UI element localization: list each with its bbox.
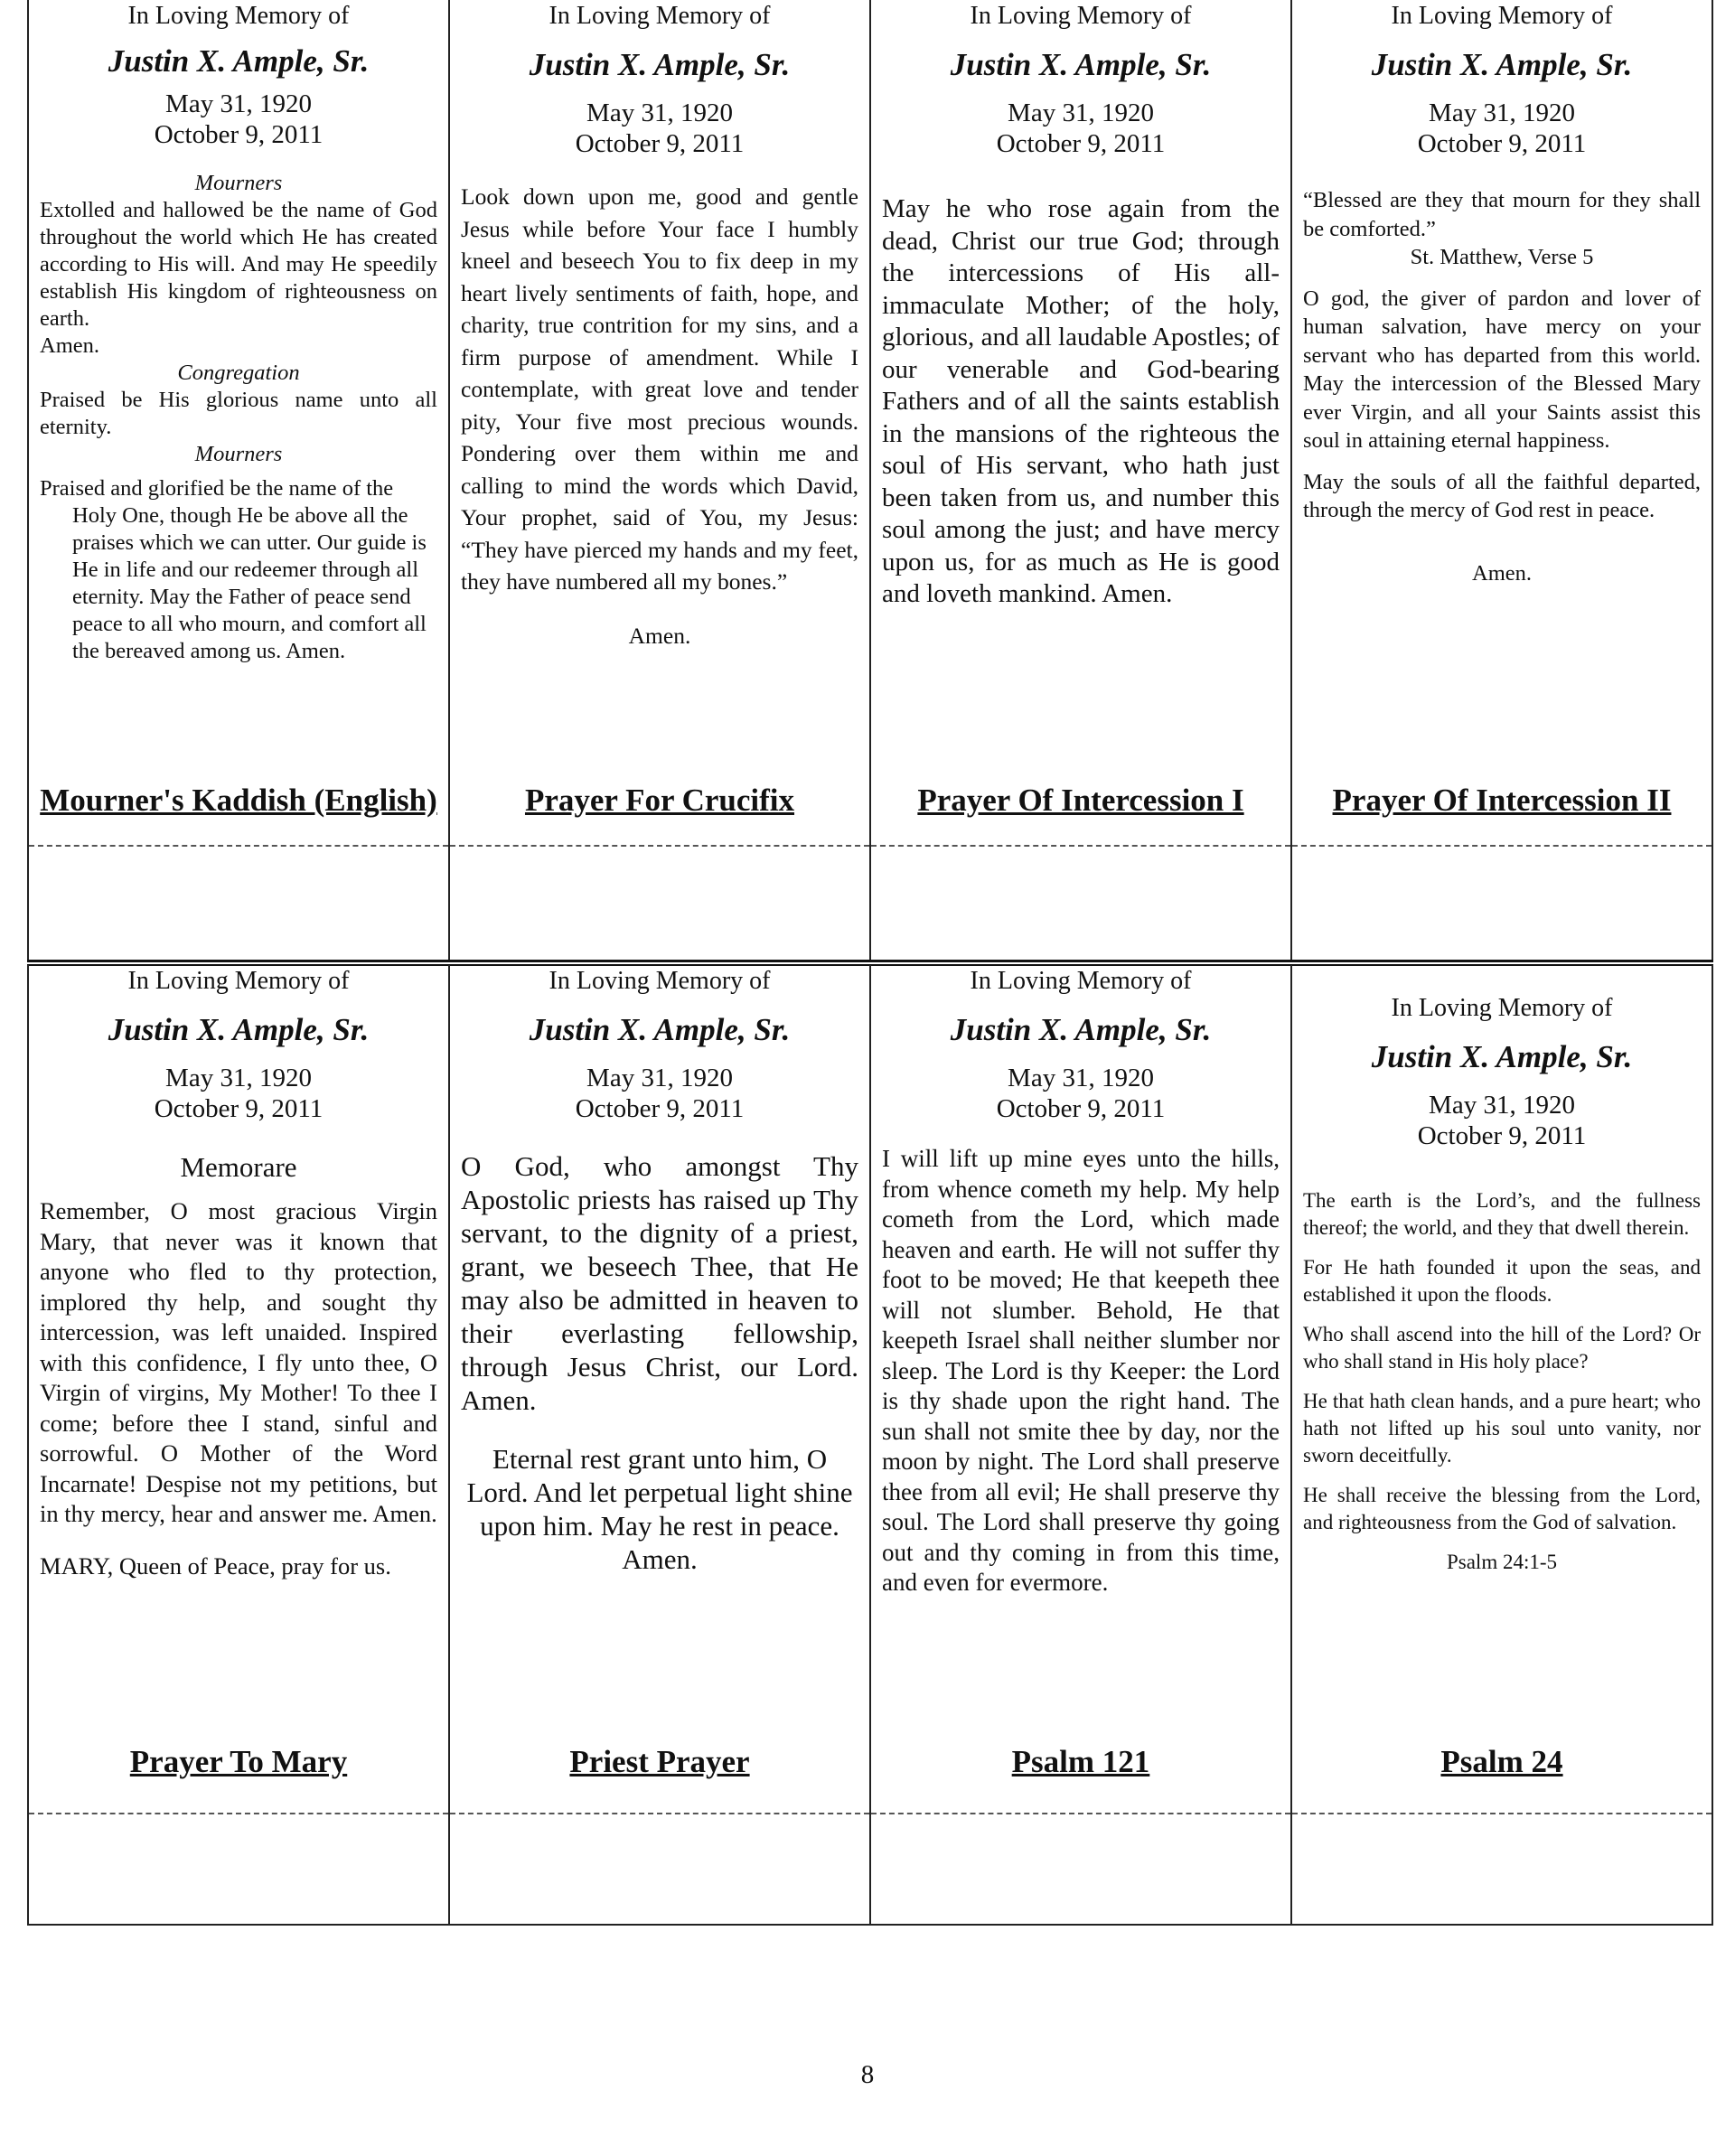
top-card-sheet <box>27 0 1713 960</box>
dates <box>1303 1090 1701 1151</box>
card-blank-area <box>1292 845 1712 960</box>
prayer-text <box>40 1196 437 1581</box>
dates <box>882 98 1280 159</box>
card-title: Prayer Of Intercession I <box>917 783 1244 818</box>
card-blank-area <box>29 1813 448 1924</box>
card-prayer-of-intercession-2 <box>1290 0 1712 960</box>
verse: Who shall ascend into the hill of the Lord? Or who shall stand in His holy place? <box>1303 1323 1701 1373</box>
memory-line: In Loving Memory of <box>127 967 350 995</box>
role-label: Mourners <box>194 171 283 195</box>
citation: Psalm 24:1-5 <box>1446 1551 1558 1573</box>
card-header <box>1303 2 1701 159</box>
birth-date: May 31, 1920 <box>1429 1091 1575 1120</box>
amen-line: Amen. <box>40 333 99 358</box>
card-header <box>40 967 437 1124</box>
death-date: October 9, 2011 <box>1417 129 1587 158</box>
verse: He that hath clean hands, and a pure heart; who hath not lifted up his soul unto vanity, nor sworn deceitfully. <box>1303 1390 1701 1467</box>
page-number: 8 <box>860 2060 875 2089</box>
role-label: Mourners <box>194 442 283 466</box>
card-blank-area <box>29 845 448 960</box>
birth-date: May 31, 1920 <box>586 1064 733 1092</box>
card-blank-area <box>871 1813 1290 1924</box>
quote: “Blessed are they that mourn for they shall be comforted.” <box>1303 188 1701 241</box>
death-date: October 9, 2011 <box>154 120 324 149</box>
paragraph: Praised be His glorious name unto all eternity. <box>40 388 437 439</box>
prayer-text-2: Eternal rest grant unto him, O Lord. And let perpetual light shine upon him. May he rest in peace. Amen. <box>466 1443 853 1575</box>
birth-date: May 31, 1920 <box>1008 1064 1154 1092</box>
card-blank-area <box>871 845 1290 960</box>
amen-line: Amen. <box>628 622 691 649</box>
birth-date: May 31, 1920 <box>1429 98 1575 127</box>
card-prayer-to-mary <box>29 965 448 1924</box>
memory-line: In Loving Memory of <box>1391 994 1613 1022</box>
card-title: Mourner's Kaddish (English) <box>40 783 437 818</box>
deceased-name: Justin X. Ample, Sr. <box>529 1012 791 1047</box>
card-title: Prayer To Mary <box>129 1744 348 1779</box>
role-label: Congregation <box>177 361 300 385</box>
paragraph: O god, the giver of pardon and lover of human salvation, have mercy on your servant who has departed from this world. May the intercession of the Blessed Mary ever Virgin, and all your Saints assist this soul in attaining eternal happiness. <box>1303 286 1701 453</box>
card-header <box>461 967 858 1124</box>
death-date: October 9, 2011 <box>575 1094 745 1123</box>
card-prayer-of-intercession-1 <box>869 0 1290 960</box>
paragraph: May the souls of all the faithful departed, through the mercy of God rest in peace. <box>1303 469 1701 522</box>
card-header <box>40 2 437 150</box>
deceased-name: Justin X. Ample, Sr. <box>950 1012 1212 1047</box>
memory-line: In Loving Memory of <box>1391 2 1613 30</box>
card-header <box>882 2 1280 159</box>
prayer-text: O God, who amongst Thy Apostolic priests has raised up Thy servant, to the dignity of a priest, grant, we beseech Thee, that He may also be admitted in heaven to their everlasting fellowship, through Jesus Christ, our Lord. Amen. <box>461 1150 858 1416</box>
prayer-text <box>1303 186 1701 587</box>
prayer-text <box>40 170 437 665</box>
memory-line: In Loving Memory of <box>970 967 1192 995</box>
card-blank-area <box>450 1813 869 1924</box>
card-priest-prayer <box>448 965 869 1924</box>
card-title: Prayer For Crucifix <box>524 783 795 818</box>
card-title: Psalm 121 <box>1011 1744 1150 1779</box>
prayer-text <box>1303 1187 1701 1576</box>
card-header <box>1303 965 1701 1151</box>
card-title: Priest Prayer <box>569 1744 750 1779</box>
dates <box>40 89 437 150</box>
dates <box>40 1063 437 1124</box>
paragraph: Praised and glorified be the name of the Holy One, though He be above all the praises which we can utter. Our guide is He in life and our redeemer through all eternity. May the Father of peace send peace to all who mourn, and comfort all the bereaved among us. Amen. <box>40 476 427 663</box>
birth-date: May 31, 1920 <box>1008 98 1154 127</box>
card-blank-area <box>450 845 869 960</box>
deceased-name: Justin X. Ample, Sr. <box>108 1012 370 1047</box>
birth-date: May 31, 1920 <box>165 1064 312 1092</box>
deceased-name: Justin X. Ample, Sr. <box>1371 47 1633 82</box>
card-psalm-121 <box>869 965 1290 1924</box>
citation: St. Matthew, Verse 5 <box>1410 245 1594 269</box>
deceased-name: Justin X. Ample, Sr. <box>108 43 370 79</box>
death-date: October 9, 2011 <box>996 129 1166 158</box>
card-header <box>461 2 858 159</box>
card-title: Prayer Of Intercession II <box>1332 783 1672 818</box>
card-title: Psalm 24 <box>1440 1744 1563 1779</box>
verse: The earth is the Lord’s, and the fullness thereof; the world, and they that dwell therein. <box>1303 1189 1701 1239</box>
card-mourners-kaddish <box>29 0 448 960</box>
amen-line: Amen. <box>1472 560 1532 586</box>
bottom-card-sheet <box>27 965 1713 1926</box>
verse: For He hath founded it upon the seas, and established it upon the floods. <box>1303 1256 1701 1306</box>
paragraph: Look down upon me, good and gentle Jesus while before Your face I humbly kneel and beseech You to fix deep in my heart lively sentiments of faith, hope, and charity, true contrition for my sins, and a firm purpose of amendment. While I contemplate, with great love and tender pity, Your five most precious wounds. Pondering over them within me and calling to mind the words which David, Your prophet, said of You, my Jesus: “They have pierced my hands and my feet, they have numbered all my bones.” <box>461 183 858 595</box>
prayer-text: May he who rose again from the dead, Christ our true God; through the intercessions of His all-immaculate Mother; of the holy, glorious, and all laudable Apostles; of our venerable and God-bearing Fathers and of all the saints establish in the mansions of the righteous the soul of His servant, who hath just been taken from us, and number this soul among the just; and have mercy upon us, for as much as He is good and loveth mankind. Amen. <box>882 194 1280 608</box>
dates <box>882 1063 1280 1124</box>
paragraph: Extolled and hallowed be the name of God throughout the world which He has created according to His will. And may He speedily establish His kingdom of righteousness on earth. <box>40 198 437 331</box>
dates <box>461 1063 858 1124</box>
card-prayer-for-crucifix <box>448 0 869 960</box>
dates <box>461 98 858 159</box>
death-date: October 9, 2011 <box>575 129 745 158</box>
card-header <box>882 967 1280 1124</box>
memory-line: In Loving Memory of <box>970 2 1192 30</box>
closing-line: MARY, Queen of Peace, pray for us. <box>40 1551 391 1580</box>
card-blank-area <box>1292 1813 1712 1924</box>
card-psalm-24 <box>1290 965 1712 1924</box>
memory-line: In Loving Memory of <box>127 2 350 30</box>
prayer-heading: Memorare <box>180 1151 297 1183</box>
death-date: October 9, 2011 <box>154 1094 324 1123</box>
death-date: October 9, 2011 <box>996 1094 1166 1123</box>
paragraph: Remember, O most gracious Virgin Mary, that never was it known that anyone who fled to thy protection, implored thy help, and sought thy intercession, was left unaided. Inspired with this confidence, I fly unto thee, O Virgin of virgins, My Mother! To thee I come; before thee I stand, sinful and sorrowful. O Mother of the Word Incarnate! Despise not my petitions, but in thy mercy, hear and answer me. Amen. <box>40 1197 437 1527</box>
memory-line: In Loving Memory of <box>549 967 771 995</box>
death-date: October 9, 2011 <box>1417 1121 1587 1150</box>
deceased-name: Justin X. Ample, Sr. <box>529 47 791 82</box>
birth-date: May 31, 1920 <box>165 89 312 118</box>
dates <box>1303 98 1701 159</box>
deceased-name: Justin X. Ample, Sr. <box>1371 1039 1633 1074</box>
memory-line: In Loving Memory of <box>549 2 771 30</box>
prayer-text: I will lift up mine eyes unto the hills, from whence cometh my help. My help cometh from the Lord, which made heaven and earth. He will not suffer thy foot to be moved; He that keepeth thee will not slumber. Behold, He that keepeth Israel shall neither slumber nor sleep. The Lord is thy Keeper: the Lord is thy shade upon the right hand. The sun shall not smite thee by day, nor the moon by night. The Lord shall preserve thee from all evil; He shall preserve thy soul. The Lord shall preserve thy going out and thy coming in from this time, and even for evermore. <box>882 1145 1280 1596</box>
prayer-text <box>461 181 858 651</box>
deceased-name: Justin X. Ample, Sr. <box>950 47 1212 82</box>
birth-date: May 31, 1920 <box>586 98 733 127</box>
verse: He shall receive the blessing from the Lord, and righteousness from the God of salvation. <box>1303 1484 1701 1533</box>
